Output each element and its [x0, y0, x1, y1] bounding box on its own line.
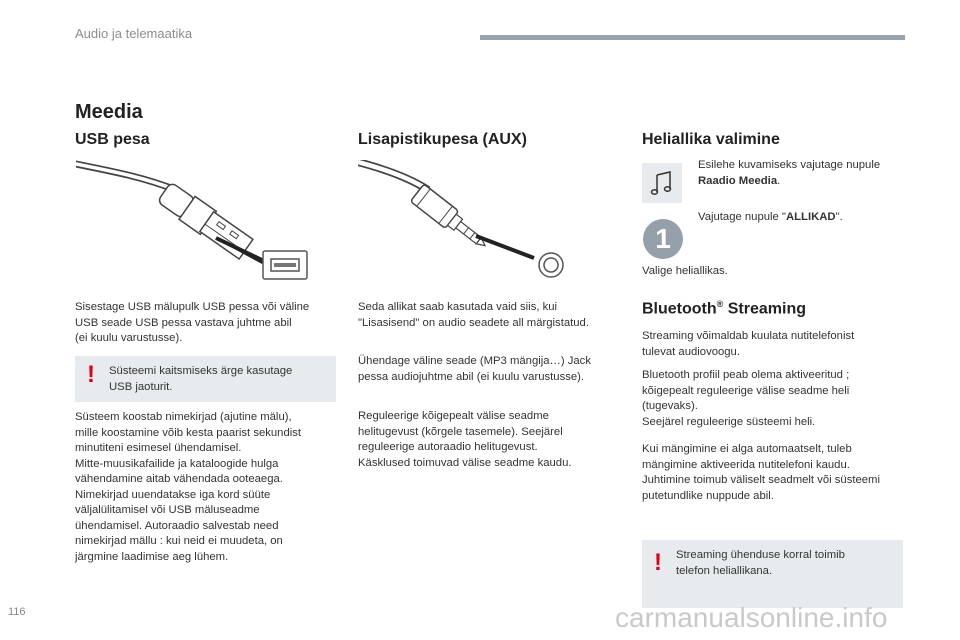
- step-1-text: [698, 158, 880, 189]
- aux-paragraph-2: Ühendage väline seade (MP3 mängija…) Jack pessa audiojuhtme abil (ei kuulu varustusse).: [358, 355, 591, 383]
- usb-warning-text: Süsteemi kaitsmiseks ärge kasutage USB jaoturit.: [109, 365, 293, 393]
- aux-paragraph-1: Seda allikat saab kasutada vaid siis, kui "Lisasisend" on audio seadete all märgistatud.: [358, 301, 589, 329]
- step-1-bold: Raadio Meedia: [698, 174, 778, 187]
- registered-mark: ®: [716, 299, 724, 309]
- warning-icon: !: [654, 549, 662, 576]
- bt-paragraph-2: Bluetooth profiil peab olema aktiveeritud ; kõigepealt reguleerige välise seadme heli (tugevaks). Seejärel reguleerige süsteemi heli.: [642, 369, 850, 428]
- usb-paragraph-1: Sisestage USB mälupulk USB pessa või väline USB seade USB pessa vastava juhtme abil (ei kuulu varustusse).: [75, 301, 310, 344]
- step-2-bold: ALLIKAD: [785, 211, 836, 223]
- page-number: 116: [8, 606, 26, 618]
- step-1-text-b: .: [777, 174, 781, 187]
- source-heading: Heliallika valimine: [642, 131, 780, 148]
- warning-icon: !: [87, 361, 95, 388]
- section-header: Audio ja telemaatika: [75, 26, 193, 41]
- watermark: carmanualsonline.info: [615, 602, 888, 633]
- aux-paragraph-3: Reguleerige kõigepealt välise seadme helitugevust (kõrgele tasemele). Seejärel reguleerige autoraadio helitugevust. Käsklused toimuvad välise seadme kaudu.: [358, 410, 572, 469]
- bt-paragraph-1: Streaming võimaldab kuulata nutitelefonist tulevat audiovoogu.: [642, 330, 855, 358]
- aux-heading: Lisapistikupesa (AUX): [358, 131, 527, 148]
- usb-heading: USB pesa: [75, 131, 150, 148]
- bt-paragraph-3: Kui mängimine ei alga automaatselt, tuleb mängimine aktiveerida nutitelefoni kaudu. Juhtimine toimub väliselt seadmelt või süsteemi putetundlike nuppude abil.: [642, 443, 880, 502]
- radio-media-button-icon: [642, 163, 682, 203]
- step-2-text-a: Vajutage nupule ": [698, 211, 786, 223]
- music-note-icon: [642, 163, 682, 203]
- bluetooth-heading-b: Streaming: [723, 300, 806, 318]
- bt-warning-note: [642, 540, 903, 608]
- bt-warning-text: Streaming ühenduse korral toimib telefon heliallikana.: [676, 549, 845, 577]
- header-bar: [480, 35, 905, 40]
- step-1-number: 1: [643, 219, 683, 259]
- usb-warning-note: [75, 356, 336, 402]
- step-1-text-a: Esilehe kuvamiseks vajutage nupule: [698, 159, 881, 171]
- select-source-text: Valige heliallikas.: [642, 265, 728, 277]
- usb-paragraph-2: Süsteem koostab nimekirjad (ajutine mälu), mille koostamine võib kesta paarist sekundist minutiteni esimesel ühendamisel. Mitte-muusikafailide ja kataloogide hulga vähendamine aitab vähendada ooteaega. Nimekirjad uuendatakse iga kord süüte väljalülitamisel või USB mäluseadme ühendamisel. Autoraadio salvestab need nimekirjad mällu : kui neid ei muudeta, on järgmine laadimise aeg lühem.: [75, 411, 302, 563]
- bluetooth-heading: [642, 299, 806, 318]
- page-title: Meedia: [75, 101, 143, 123]
- bluetooth-heading-a: Bluetooth: [642, 300, 717, 318]
- step-2-text: [698, 210, 843, 226]
- usb-socket-icon: [262, 250, 308, 280]
- step-2-text-b: ".: [835, 211, 843, 223]
- aux-socket-icon: [537, 251, 565, 279]
